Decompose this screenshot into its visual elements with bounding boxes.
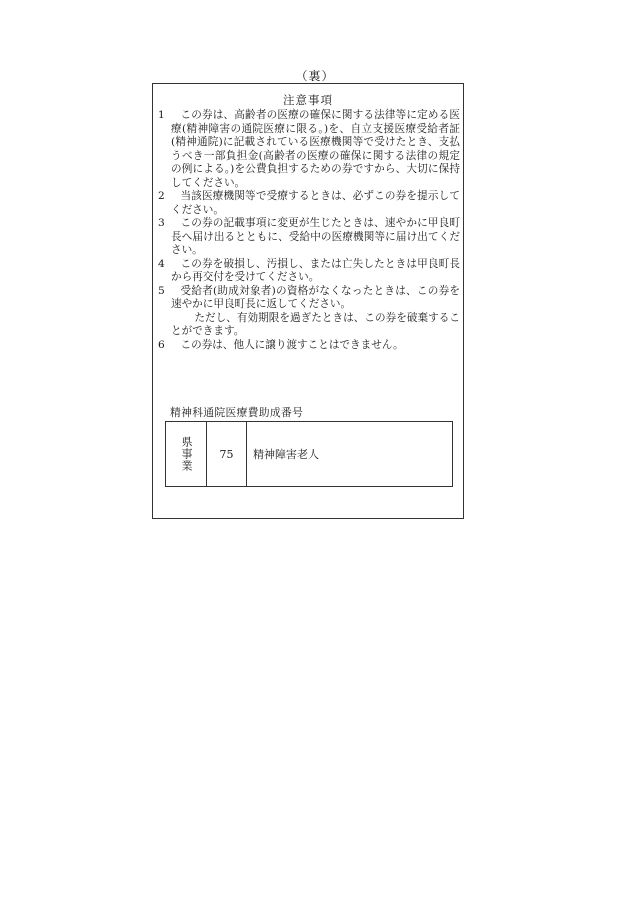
note-number: 2: [158, 190, 165, 202]
program-name: 精神障害老人: [253, 448, 319, 461]
note-item: [158, 109, 460, 190]
program-type-cell: [166, 422, 207, 486]
notice-card: [152, 83, 464, 519]
note-number: 6: [158, 338, 165, 351]
note-text: この券は、他人に譲り渡すことはできません。: [180, 338, 404, 351]
note-item: [158, 217, 460, 258]
subsidy-number-label: 精神科通院医療費助成番号: [170, 406, 304, 419]
note-number: 5: [158, 284, 165, 297]
program-code: 75: [207, 422, 247, 486]
note-number: 3: [158, 217, 165, 229]
note-text-sub: ただし、有効期限を過ぎたときは、この券を破棄することができます。: [171, 311, 460, 337]
note-item: [158, 285, 460, 339]
note-text: この券は、高齢者の医療の確保に関する法律等に定める医療(精神障害の通院医療に限る。)を、自立支援医療受給者証(精神通院)に記載されている医療機関等で受けたとき、支払うべき一部負担金(高齢者の医療の確保に関する法律の規定の例による。)を公費負担するための券ですから、大切に保持してください。: [171, 109, 460, 189]
note-item: [158, 190, 460, 217]
note-text: この券の記載事項に変更が生じたときは、速やかに甲良町長へ届け出るとともに、受給中の医療機関等に届け出てください。: [171, 217, 460, 256]
card-title: 注意事項: [283, 93, 333, 107]
note-text: 当該医療機関等で受療するときは、必ずこの券を提示してください。: [171, 190, 460, 216]
note-number: 4: [158, 257, 165, 270]
side-label: （裏）: [295, 69, 335, 83]
note-text: この券を破損し、汚損し、または亡失したときは甲良町長から再交付を受けてください。: [171, 257, 460, 283]
notes-list: [158, 109, 460, 352]
note-text: [171, 285, 460, 339]
note-item: [158, 339, 460, 353]
note-text-main: 受給者(助成対象者)の資格がなくなったときは、この券を速やかに甲良町長に返してください。: [171, 284, 460, 310]
program-type: 県事業: [180, 436, 193, 472]
subsidy-number-table: [165, 421, 453, 487]
note-number: 1: [158, 109, 165, 121]
note-item: [158, 258, 460, 285]
